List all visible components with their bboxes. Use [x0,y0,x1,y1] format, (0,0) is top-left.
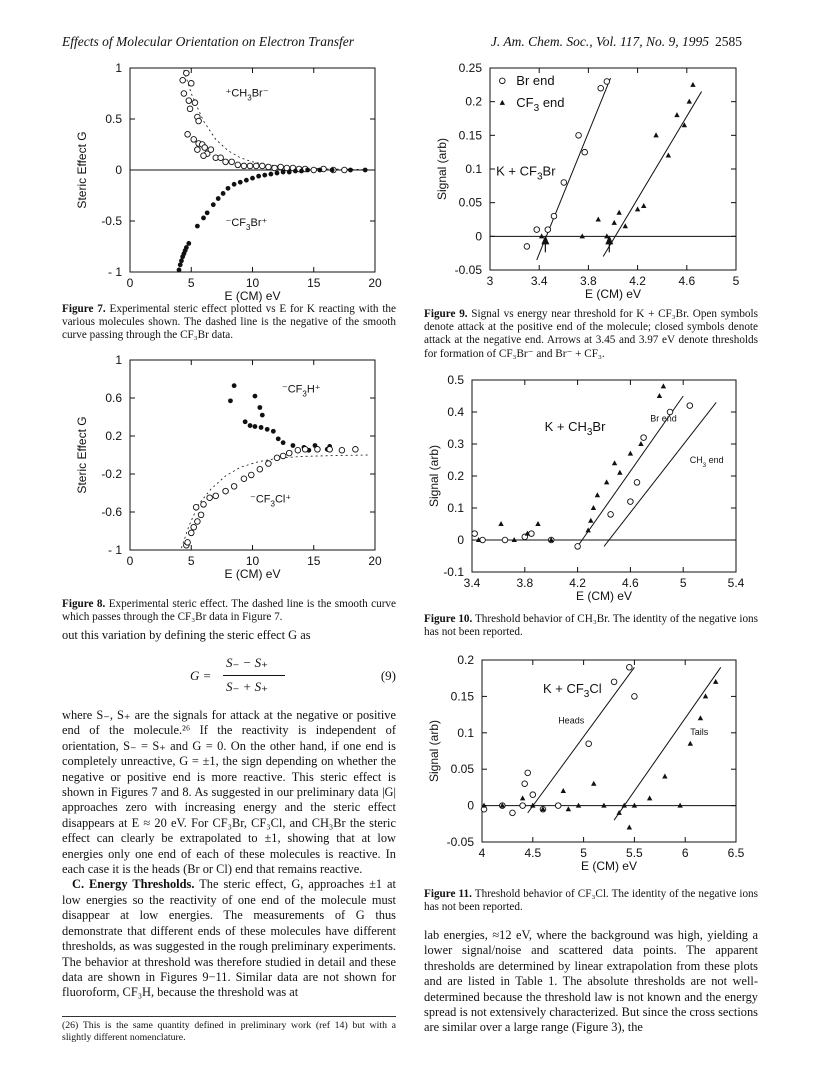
figure-7-chart [60,60,400,303]
chart-annotation: Heads [558,715,585,726]
data-point [253,163,259,169]
data-point [262,173,267,178]
data-point [265,427,270,432]
x-axis-label: E (CM) eV [224,289,281,303]
data-point [635,206,640,211]
data-point [260,163,266,169]
y-axis-label: Steric Effect G [75,131,89,209]
y-tick-label: 0.2 [465,94,482,109]
legend-label: Br end [516,72,555,88]
y-tick-label: -0.05 [446,835,474,849]
x-tick-label: 4.6 [678,274,696,288]
data-point [551,213,557,219]
y-tick-label: 0.5 [105,112,122,126]
data-point [598,85,604,91]
data-point [185,132,191,138]
data-point [302,447,308,453]
data-point [280,453,286,459]
data-point [188,530,194,536]
x-tick-label: 5 [732,274,740,288]
equation-9 [190,655,400,699]
data-point [281,440,286,445]
running-header-left: Effects of Molecular Orientation on Electron Transfer [62,34,354,49]
data-point [229,159,235,165]
data-point [604,479,609,484]
x-tick-label: 20 [368,554,382,568]
data-point [327,447,333,453]
y-tick-label: 0.15 [458,128,482,143]
data-point [257,405,262,410]
data-point [186,241,191,246]
y-tick-label: -0.05 [454,263,482,277]
data-point [221,191,226,196]
figure-10-chart [420,370,760,612]
equation-fraction-bar [223,675,285,676]
x-tick-label: 6 [681,846,689,860]
data-point [575,544,581,550]
data-point [178,262,183,267]
x-tick-label: 4.2 [629,274,646,288]
y-tick-label: -0.5 [101,214,122,228]
figure-11-caption [424,888,758,914]
data-point [216,196,221,201]
data-point [305,168,310,173]
data-point [687,403,693,409]
data-point [266,164,272,170]
data-point [601,803,606,808]
data-point [525,770,531,776]
left-column-body [62,708,396,1001]
figure-10-caption-text: Threshold behavior of CH₃Br. The identity of the negative ions has not been reported. [424,613,758,639]
data-point [348,168,353,173]
data-point [502,537,508,543]
y-tick-label: 0.1 [447,501,464,515]
x-tick-label: 5 [679,576,687,590]
data-point [275,171,280,176]
figure-9-caption-text: Signal vs energy near threshold for K + CF₃Br. Open symbols denote attack at the positive end of the molecule; closed symbols denote attack at the negative end. Arrows at 3.45 and 3.97 eV denote thresholds for formation of CF₃Br⁻ and Br⁻ + CF₃. [424,308,758,360]
data-point [271,429,276,434]
data-point [647,795,652,800]
chart-annotation: $K + CH_3Br$ [544,419,606,439]
data-point [195,147,201,153]
data-point [241,163,247,169]
y-tick-label: -0.1 [443,565,464,579]
data-point [363,168,368,173]
y-tick-label: 0.1 [465,162,482,176]
data-point [185,540,191,546]
data-point [278,164,284,170]
data-point [657,393,662,398]
plot-area [427,653,745,873]
y-tick-label: - 1 [107,543,122,557]
data-point [687,99,692,104]
y-tick-label: - 1 [107,265,122,279]
x-axis-label: E (CM) eV [580,859,638,873]
chart-annotation: $CH_3$ end [689,455,724,470]
data-point [256,174,261,179]
intro-text: out this variation by defining the steric effect G as [62,628,311,642]
data-point [223,488,229,494]
data-point [604,79,610,85]
y-tick-label: 0.2 [105,429,122,443]
data-point [195,224,200,229]
data-point [641,203,646,208]
data-point [291,443,296,448]
y-tick-label: 0.2 [457,653,474,667]
data-point [596,217,601,222]
data-point [207,495,213,501]
y-tick-label: 0 [467,798,474,813]
data-point [641,435,647,441]
data-point [632,694,638,700]
paragraph-steric: where S₋, S₊ are the signals for attack at the negative or positive end of the molecule.²⁶ If the reactivity is independent of orientation, S₋ = S₊ and G = 0. On the other hand, if one end is completely unreactive, G = ±1, the sign depending on whether the negative or positive end is more reactive. This steric effect is shown in Figures 7 and 8. As suggested in our preliminary data |G| approaches zero with increasing energy and the steric effect disappears at E ≈ 20 eV. For CF₃Br, CF₃Cl, and CH₃Br the steric effect can clearly be extrapolated to ±1, showing that at low energies only one end of each of these molecules is reactive. In each case it is the heads (Br or Cl) end that remains reactive. [62,708,396,877]
equation-numerator: S₋ − S₊ [226,655,268,670]
x-tick-label: 5.4 [727,576,745,590]
data-point [253,424,258,429]
figure-9-label: Figure 9. [424,308,468,320]
data-point [193,504,199,510]
figure-7-caption-text: Experimental steric effect plotted vs E for K reacting with the various molecules shown. The dashed line is the negative of the smooth curve passing through the CF₃Br data. [62,303,396,342]
data-point [608,512,614,518]
data-point [241,476,247,482]
left-column-intro [62,628,396,643]
data-point [500,100,505,105]
data-point [243,419,248,424]
right-column-body [424,928,758,1036]
data-point [634,480,640,486]
plot-area [435,61,740,301]
data-point [208,147,214,153]
data-point [268,172,273,177]
data-point [545,227,551,233]
plot-frame [472,380,736,572]
data-point [510,810,516,816]
data-point [524,244,530,250]
data-point [287,170,292,175]
data-point [286,450,292,456]
data-point [611,679,617,685]
fit-line [603,92,701,257]
data-point [201,153,207,159]
x-tick-label: 0 [126,276,134,290]
x-tick-label: 15 [307,554,321,568]
y-axis-label: Signal (arb) [435,137,449,201]
x-tick-label: 3.4 [463,576,481,590]
data-point [248,423,253,428]
y-axis-label: Signal (arb) [427,444,441,508]
data-point [238,180,243,185]
x-tick-label: 4 [478,846,486,860]
data-point [198,512,204,518]
x-tick-label: 10 [245,554,260,568]
x-tick-label: 3.4 [530,274,548,288]
data-point [566,806,571,811]
data-point [688,741,693,746]
data-point [534,227,540,233]
data-point [226,186,231,191]
y-tick-label: 0.3 [447,437,464,451]
data-point [272,165,278,171]
x-tick-label: 10 [245,276,260,290]
x-tick-label: 5 [187,276,195,290]
chart-annotation: $K + CF_3Cl$ [542,680,602,700]
data-point [522,781,528,787]
x-axis-label: E (CM) eV [584,287,642,301]
data-point [315,447,321,453]
data-point [595,492,600,497]
y-tick-label: 0.4 [447,405,464,419]
data-point [576,133,582,139]
figure-10-caption [424,613,758,639]
data-point [677,803,682,808]
x-tick-label: 15 [307,276,321,290]
data-point [266,461,272,467]
plot-frame [482,660,736,842]
chart-annotation: Tails [690,726,709,737]
data-point [498,521,503,526]
data-point [530,792,536,798]
x-tick-label: 6.5 [727,846,745,860]
data-point [188,81,194,87]
chart-annotation: Br end [650,413,677,424]
fit-line [614,667,721,820]
smooth-curve [184,70,363,169]
data-point [231,484,237,490]
data-point [260,413,265,418]
data-point [184,245,189,250]
data-point [213,493,219,499]
data-point [617,470,622,475]
y-tick-label: 0.05 [450,762,474,777]
figure-8-caption [62,598,396,624]
data-point [201,502,207,508]
data-point [628,499,634,505]
journal-citation: J. Am. Chem. Soc., Vol. 117, No. 9, 1995 [490,34,709,49]
data-point [186,98,192,104]
data-point [555,803,561,809]
data-point [342,167,348,173]
figure-7-caption [62,303,396,343]
data-point [612,460,617,465]
data-point [520,795,525,800]
data-point [250,176,255,181]
x-tick-label: 3.8 [516,576,534,590]
x-tick-label: 3.8 [580,274,597,288]
x-axis-label: E (CM) eV [575,589,633,603]
paragraph-apparent-thresholds: lab energies, ≈12 eV, where the background was high, yielding a lower signal/noise and scattered data points. The apparent thresholds are determined by linear extrapolation from these plots and are listed in Table 1. The absolute thresholds are not well-determined because the threshold law is not known and the energy spread is not extensively characterized. But since the cross sections are similar over a large range (Figure 3), the [424,928,758,1035]
data-point [191,524,197,530]
data-point [698,715,703,720]
data-point [339,447,345,453]
data-point [690,82,695,87]
data-point [591,781,596,786]
data-point [638,441,643,446]
data-point [293,169,298,174]
data-point [661,383,666,388]
figure-9-caption [424,308,758,361]
data-point [653,132,658,137]
y-tick-label: -0.6 [101,505,122,519]
data-point [317,168,322,173]
figure-11-caption-text: Threshold behavior of CF₃Cl. The identity of the negative ions has not been reported. [424,888,758,914]
paragraph-thresholds-text: The steric effect, G, approaches ±1 at low energies so the reactivity of one end of the molecule must disappear at low energies. The measurements of G thus demonstrate that different ends of these molecules have different thresholds, as was suggested in the rough preliminary experiments. The behavior at threshold was therefore studied in detail and these data are shown in Figures 9−11. Similar data are not shown for fluoroform, CF₃H, because the threshold was at [62,877,396,1000]
figure-8-caption-text: Experimental steric effect. The dashed line is the smooth curve which passes through the CF₃Br data in Figure 7. [62,598,396,624]
data-point [187,106,193,112]
data-point [627,664,633,670]
data-point [232,383,237,388]
data-point [311,167,317,173]
data-point [184,70,190,76]
data-point [299,169,304,174]
data-point [259,425,264,430]
y-tick-label: 0 [475,229,482,244]
data-point [535,521,540,526]
data-point [576,803,581,808]
data-point [582,149,588,155]
legend-label: $CF_3$ end [516,94,565,114]
plot-area [75,353,382,581]
x-axis-label: E (CM) eV [224,567,281,581]
data-point [248,472,254,478]
data-point [703,693,708,698]
data-point [205,210,210,215]
data-point [179,258,184,263]
data-point [632,803,637,808]
y-tick-label: 0.15 [450,689,474,704]
y-tick-label: 1 [115,61,122,75]
data-point [274,455,280,461]
x-tick-label: 4.6 [622,576,639,590]
data-point [623,223,628,228]
x-tick-label: 5 [187,554,195,568]
data-point [177,268,182,273]
data-point [612,220,617,225]
data-point [257,466,263,472]
data-point [244,178,249,183]
data-point [253,394,258,399]
chart-annotation: $^-CF_3Br^+$ [225,217,268,233]
data-point [295,447,301,453]
chart-annotation: $^+CH_3Br^-$ [225,87,269,103]
data-point [247,163,253,169]
x-tick-label: 4.2 [569,576,586,590]
data-point [191,137,197,143]
figure-10-label: Figure 10. [424,613,473,625]
x-tick-label: 20 [368,276,382,290]
data-point [662,773,667,778]
y-tick-label: -0.2 [101,467,122,481]
section-heading: C. Energy Thresholds. [72,877,195,892]
x-tick-label: 3 [486,274,494,288]
footnote-rule [62,1016,396,1017]
plot-area [427,373,745,603]
data-point [500,78,506,84]
data-point [330,168,335,173]
chart-annotation: $K + CF_3Br$ [496,163,556,183]
data-point [674,112,679,117]
y-tick-label: 0.1 [457,725,474,740]
data-point [561,180,567,186]
data-point [666,153,671,158]
paragraph-thresholds [62,877,396,1000]
y-tick-label: 0.2 [447,469,464,483]
data-point [196,118,202,124]
data-point [627,824,632,829]
data-point [192,100,198,106]
data-point [211,202,216,207]
data-point [228,398,233,403]
data-point [561,788,566,793]
data-point [281,170,286,175]
x-tick-label: 5 [580,846,587,860]
y-tick-label: 0.6 [105,391,122,405]
data-point [713,679,718,684]
data-point [616,210,621,215]
page-number: 2585 [715,34,742,49]
plot-area [75,61,382,303]
data-point [520,803,526,809]
data-point [628,451,633,456]
data-point [180,77,186,83]
data-point [586,741,592,747]
data-point [201,216,206,221]
data-point [472,531,478,537]
chart-annotation: $^-CF_3H^+$ [281,383,321,399]
data-point [235,162,241,168]
data-point [353,447,359,453]
y-tick-label: 1 [115,353,122,367]
data-point [181,91,187,97]
y-tick-label: 0.05 [458,195,482,210]
equation-denominator: S₋ + S₊ [226,679,268,694]
equation-lhs: G = [190,668,212,683]
figure-11-label: Figure 11. [424,888,472,900]
y-tick-label: 0 [115,163,122,177]
y-axis-label: Signal (arb) [427,719,441,783]
data-point [232,182,237,187]
data-point [591,505,596,510]
y-tick-label: 0 [457,533,464,547]
y-axis-label: Steric Effect G [75,416,89,494]
data-point [276,436,281,441]
running-header-right [491,34,742,50]
chart-annotation: $^-CF_3Cl^+$ [250,493,292,509]
figure-11-chart [420,650,760,888]
x-tick-label: 4.5 [524,846,542,860]
x-tick-label: 0 [126,554,134,568]
figure-9-chart [420,58,760,303]
figure-8-label: Figure 8. [62,598,106,610]
y-tick-label: 0.5 [447,373,464,387]
x-tick-label: 5.5 [626,846,643,860]
footnote-26: (26) This is the same quantity defined in preliminary work (ref 14) but with a slightly different nomenclature. [62,1020,396,1043]
data-point [588,518,593,523]
data-point [223,159,229,165]
plot-frame [130,360,375,550]
data-point [218,155,224,161]
data-point [195,519,201,525]
y-tick-label: 0.25 [458,61,482,75]
figure-8-chart [60,352,400,592]
data-point [202,145,208,151]
equation-number: (9) [380,668,396,683]
figure-7-label: Figure 7. [62,303,106,315]
